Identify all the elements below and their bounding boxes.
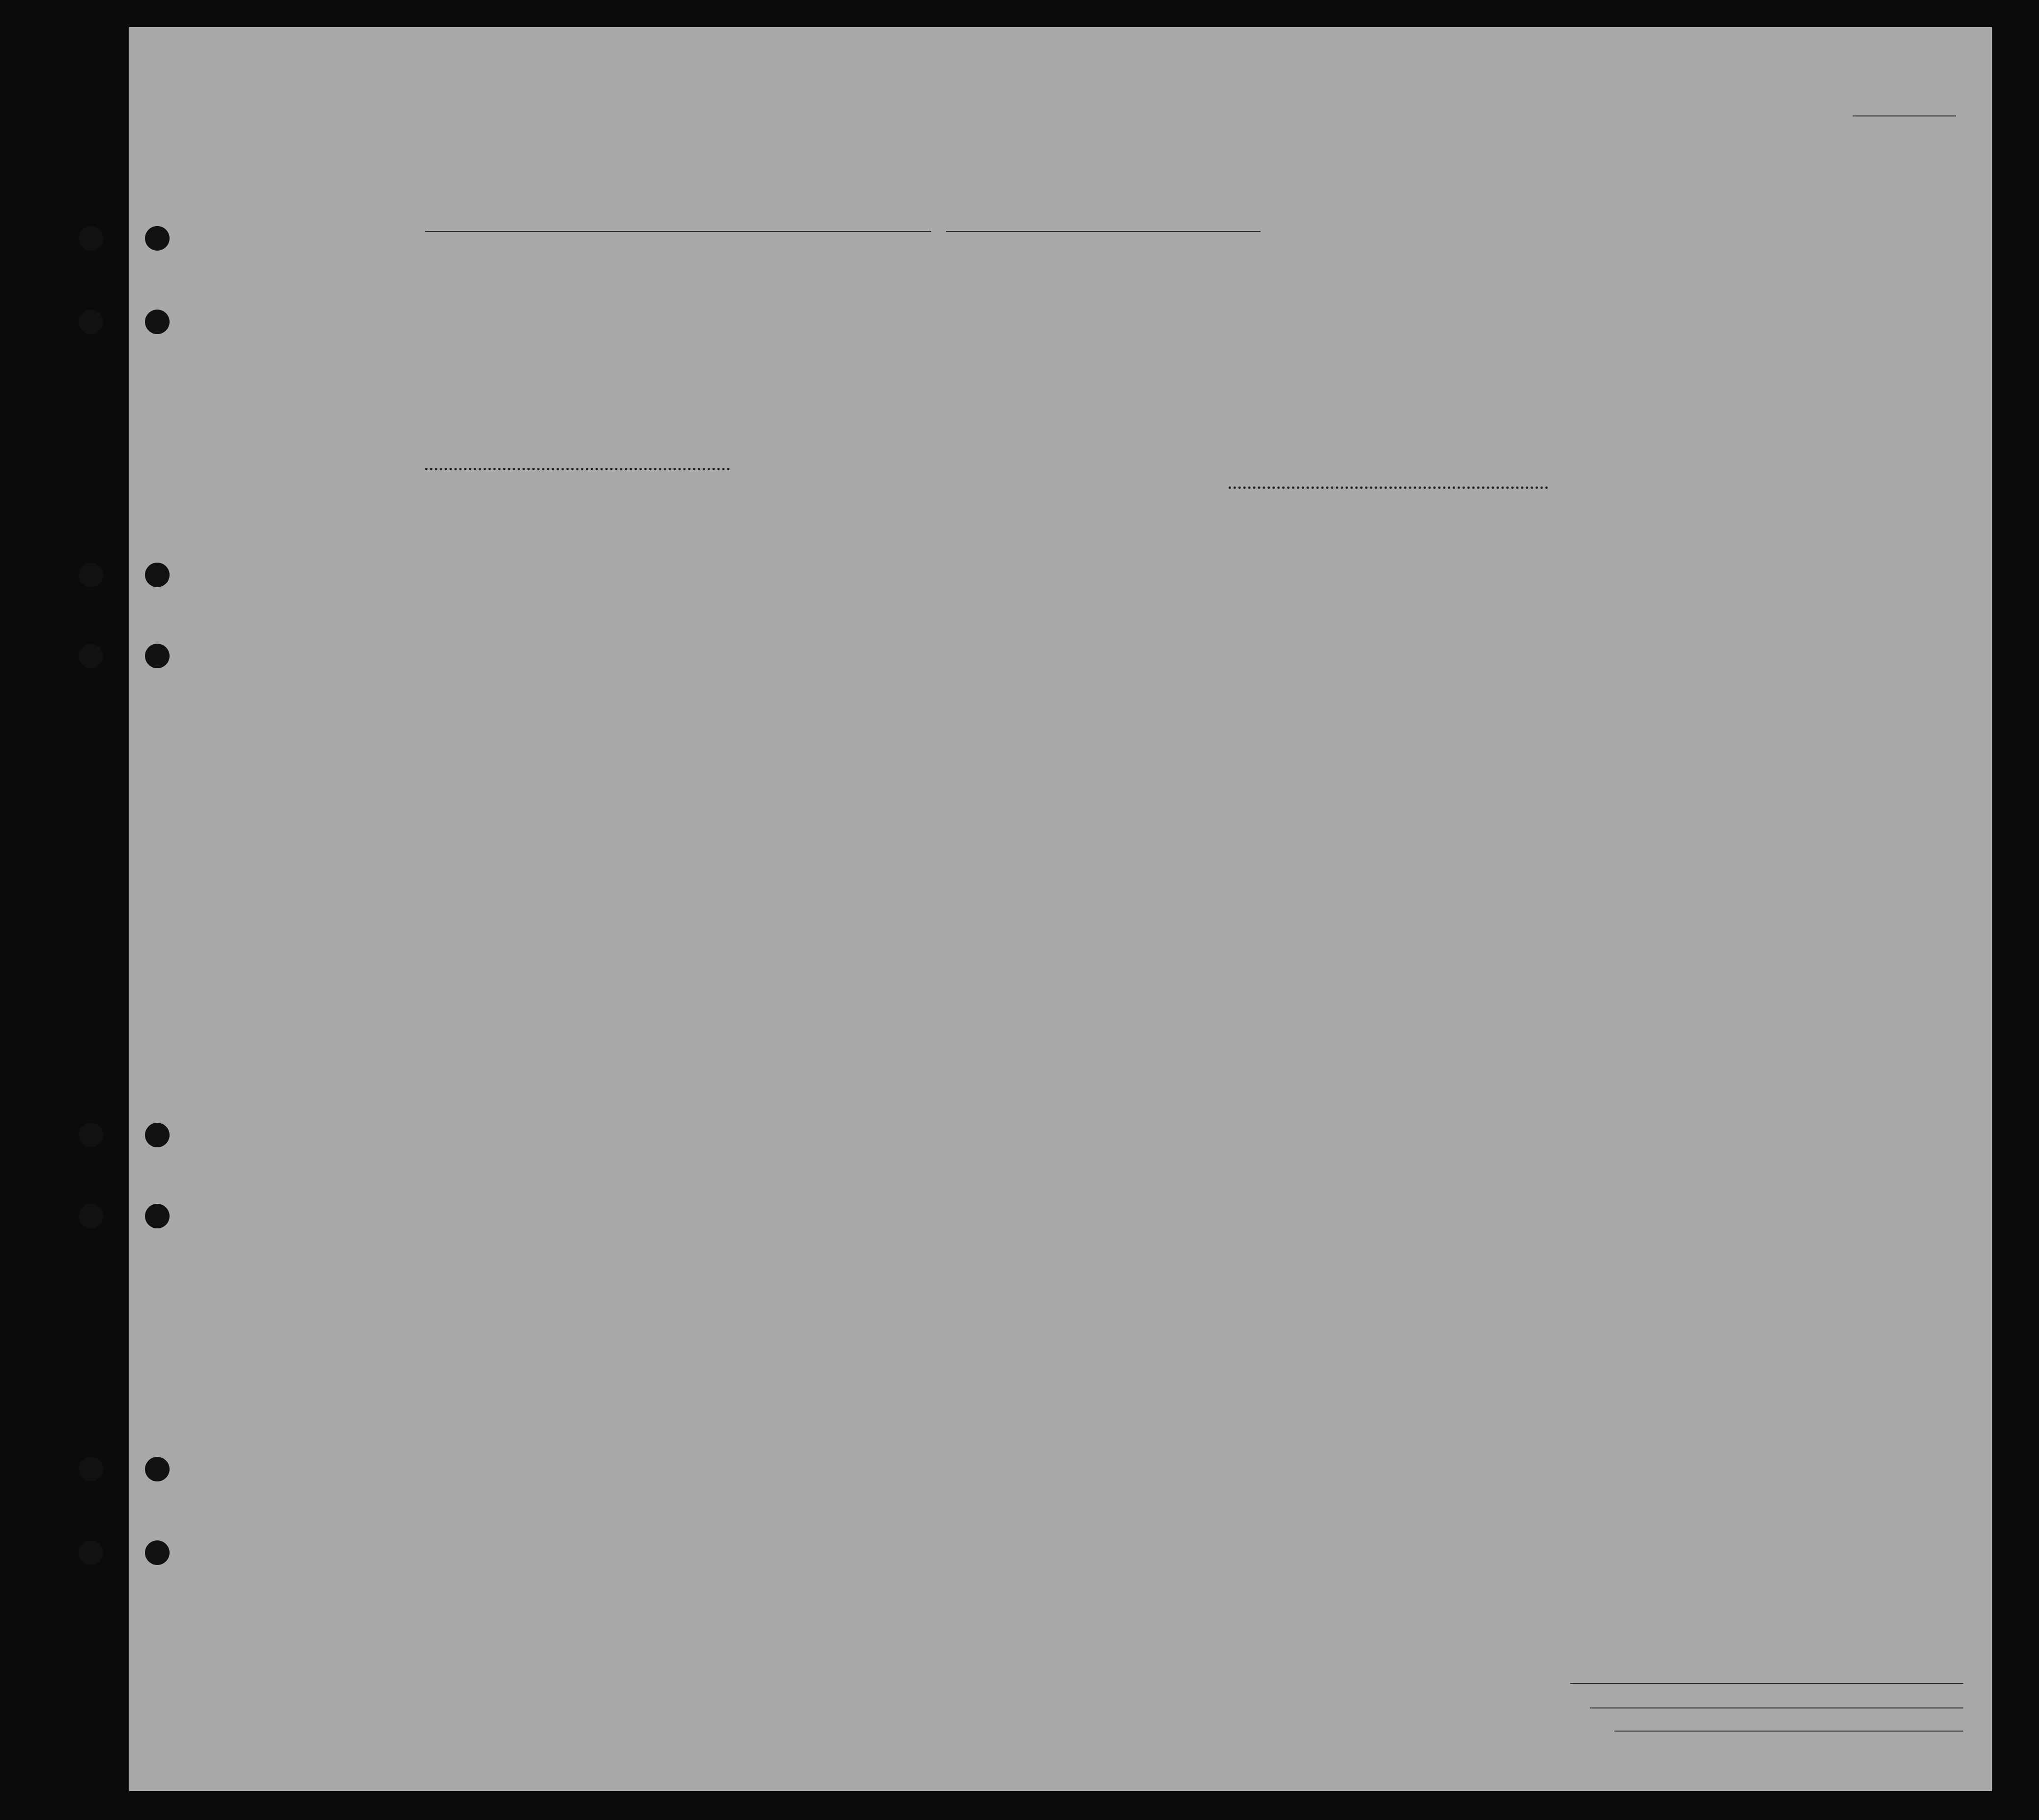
agents-underline: [1614, 1731, 1963, 1732]
banner-dots-right: [1229, 486, 1548, 489]
banner-dots-left: [425, 468, 730, 470]
owners-underline: [1590, 1707, 1963, 1708]
line-underline: [1570, 1683, 1963, 1684]
